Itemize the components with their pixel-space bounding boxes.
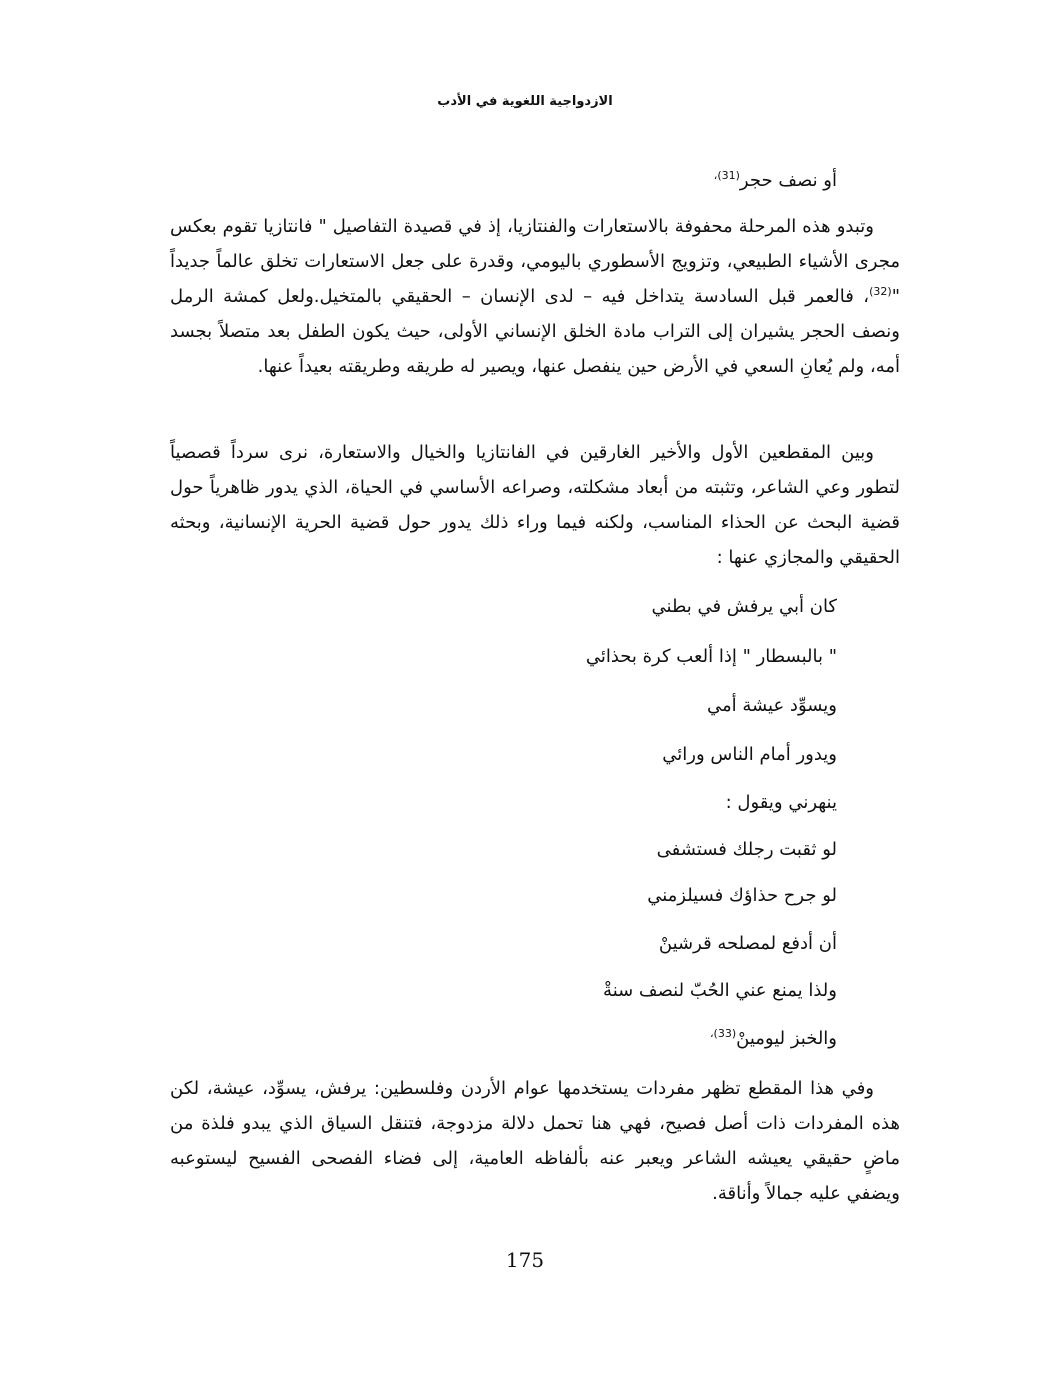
poem-last-line <box>710 1028 837 1049</box>
paragraph-3-text: وفي هذا المقطع تظهر مفردات يستخدمها عوام الأردن وفلسطين: يرفش، يسوِّد، عيشة، لكن هذه المفردات ذات أصل فصيح، فهي هنا تحمل دلالة مزدوجة، فتنقل السياق الذي يبدو فلذة من ماضٍ حقيقي يعيشه الشاعر ويعبر عنه بألفاظه العامية، إلى فضاء الفصحى الفسيح ليستوعبه ويضفي عليه جمالاً وأناقة. <box>170 1078 900 1204</box>
poem-line: لو جرح حذاؤك فسيلزمني <box>647 885 837 906</box>
body-paragraph-1 <box>170 209 900 384</box>
running-header: الازدواجية اللغوية في الأدب <box>437 94 613 109</box>
page-number: 175 <box>505 1248 545 1272</box>
poem-line: ولذا يمنع عني الحُبّ لنصف سنةْ <box>603 980 837 1001</box>
body-paragraph-3 <box>170 1071 900 1211</box>
opening-line <box>714 170 837 191</box>
poem-line: ويسوِّد عيشة أمي <box>706 695 837 716</box>
paragraph-2-text: وبين المقطعين الأول والأخير الغارقين في الفانتازيا والخيال والاستعارة، نرى سرداً قصصياً لتطور وعي الشاعر، وتثبته من أبعاد مشكلته، وصراعه الأساسي في الحياة، الذي يدور ظاهرياً حول قضية البحث عن الحذاء المناسب، ولكنه فيما وراء ذلك يدور حول قضية الحرية الإنسانية، وبحثه الحقيقي والمجازي عنها : <box>170 442 900 568</box>
paragraph-1-text-start: وتبدو هذه المرحلة محفوفة بالاستعارات والفنتازيا، إذ في قصيدة التفاصيل " فانتازيا تقوم بعكس مجرى الأشياء الطبيعي، وتزويج الأسطوري باليومي، وقدرة على جعل الاستعارات تخلق عالماً جديداً " <box>170 216 900 307</box>
poem-line: أن أدفع لمصلحه قرشينْ <box>658 933 837 954</box>
footnote-marker-32: (32) <box>869 285 892 298</box>
poem-line: ويدور أمام الناس ورائي <box>662 744 837 765</box>
footnote-marker-33: (33)، <box>709 1027 737 1040</box>
poem-line: لو ثقبت رجلك فستشفى <box>656 839 837 860</box>
poem-line: " بالبسطار " إذا ألعب كرة بحذائي <box>585 646 837 667</box>
poem-line: كان أبي يرفش في بطني <box>651 596 837 617</box>
body-paragraph-2 <box>170 435 900 575</box>
footnote-marker-31: (31)، <box>713 169 740 182</box>
opening-line-text: أو نصف حجر <box>739 170 837 191</box>
poem-last-line-text: والخبز ليومينْ <box>736 1028 837 1049</box>
poem-line: ينهرني ويقول : <box>725 792 837 813</box>
paragraph-1-text-end: ، فالعمر قبل السادسة يتداخل فيه – لدى الإنسان – الحقيقي بالمتخيل.ولعل كمشة الرمل ونصف الحجر يشيران إلى التراب مادة الخلق الإنساني الأولى، حيث يكون الطفل بعد متصلاً بجسد أمه، ولم يُعانِ السعي في الأرض حين ينفصل عنها، ويصير له طريقه وطريقته بعيداً عنها. <box>170 286 900 377</box>
